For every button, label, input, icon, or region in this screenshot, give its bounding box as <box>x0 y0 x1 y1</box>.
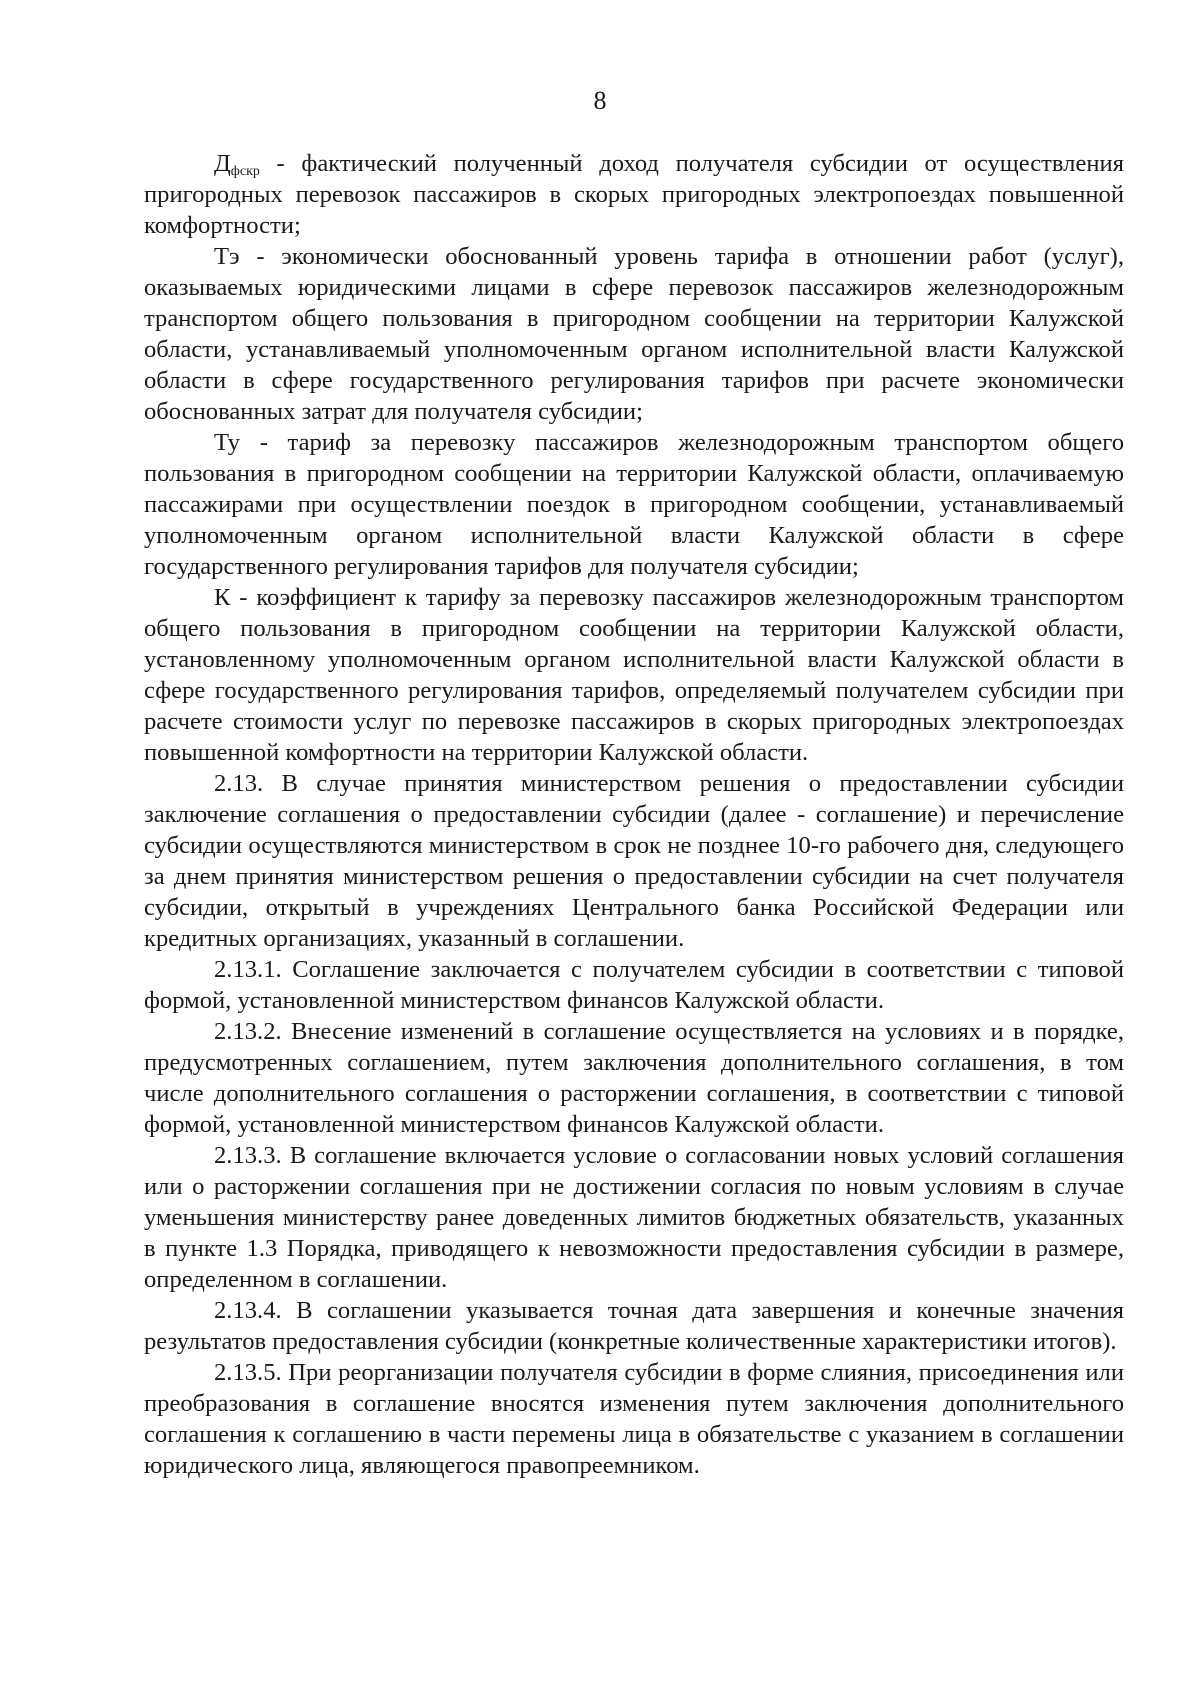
paragraph-2-13-3: 2.13.3. В соглашение включается условие о согласовании новых условий соглашения или о расторжении соглашения при не достижении согласия по новым условиям в случае уменьшения министерству ранее доведенных лимитов бюджетных обязательств, указанных в пункте 1.3 Порядка, приводящего к невозможности предоставления субсидии в размере, определенном в соглашении. <box>144 1142 1124 1293</box>
paragraph-text: - фактический полученный доход получателя субсидии от осуществления пригородных перевозок пассажиров в скорых пригородных электропоездах повышенной комфортности; <box>144 150 1124 239</box>
paragraph-2-13-4: 2.13.4. В соглашении указывается точная дата завершения и конечные значения результатов предоставления субсидии (конкретные количественные характеристики итогов). <box>144 1297 1124 1355</box>
paragraph-k-definition: К - коэффициент к тарифу за перевозку пассажиров железнодорожным транспортом общего пользования в пригородном сообщении на территории Калужской области, установленному уполномоченным органом исполнительной власти Калужской области в сфере государственного регулирования тарифов, определяемый получателем субсидии при расчете стоимости услуг по перевозке пассажиров в скорых пригородных электропоездах повышенной комфортности на территории Калужской области. <box>144 584 1124 766</box>
page-number: 8 <box>593 86 607 115</box>
paragraph-2-13-5: 2.13.5. При реорганизации получателя субсидии в форме слияния, присоединения или преобразования в соглашение вносятся изменения путем заключения дополнительного соглашения к соглашению в части перемены лица в обязательстве с указанием в соглашении юридического лица, являющегося правопреемником. <box>144 1359 1124 1479</box>
paragraph-2-13-2: 2.13.2. Внесение изменений в соглашение осуществляется на условиях и в порядке, предусмотренных соглашением, путем заключения дополнительного соглашения, в том числе дополнительного соглашения о расторжении соглашения, в соответствии с типовой формой, установленной министерством финансов Калужской области. <box>144 1018 1124 1138</box>
formula-symbol: Д <box>214 150 231 177</box>
paragraph-te-definition: Тэ - экономически обоснованный уровень тарифа в отношении работ (услуг), оказываемых юридическими лицами в сфере перевозок пассажиров железнодорожным транспортом общего пользования в пригородном сообщении на территории Калужской области, устанавливаемый уполномоченным органом исполнительной власти Калужской области в сфере государственного регулирования тарифов при расчете экономически обоснованных затрат для получателя субсидии; <box>144 243 1124 425</box>
paragraph-tu-definition: Ту - тариф за перевозку пассажиров железнодорожным транспортом общего пользования в пригородном сообщении на территории Калужской области, оплачиваемую пассажирами при осуществлении поездок в пригородном сообщении, устанавливаемый уполномоченным органом исполнительной власти Калужской области в сфере государственного регулирования тарифов для получателя субсидии; <box>144 429 1124 580</box>
document-body <box>144 148 1124 1481</box>
paragraph-2-13-1: 2.13.1. Соглашение заключается с получателем субсидии в соответствии с типовой формой, установленной министерством финансов Калужской области. <box>144 956 1124 1014</box>
paragraph-2-13: 2.13. В случае принятия министерством решения о предоставлении субсидии заключение соглашения о предоставлении субсидии (далее - соглашение) и перечисление субсидии осуществляются министерством в срок не позднее 10-го рабочего дня, следующего за днем принятия министерством решения о предоставлении субсидии на счет получателя субсидии, открытый в учреждениях Центрального банка Российской Федерации или кредитных организациях, указанный в соглашении. <box>144 770 1124 952</box>
paragraph-d-fskr-definition <box>144 148 1124 241</box>
formula-subscript: фскр <box>230 164 260 179</box>
